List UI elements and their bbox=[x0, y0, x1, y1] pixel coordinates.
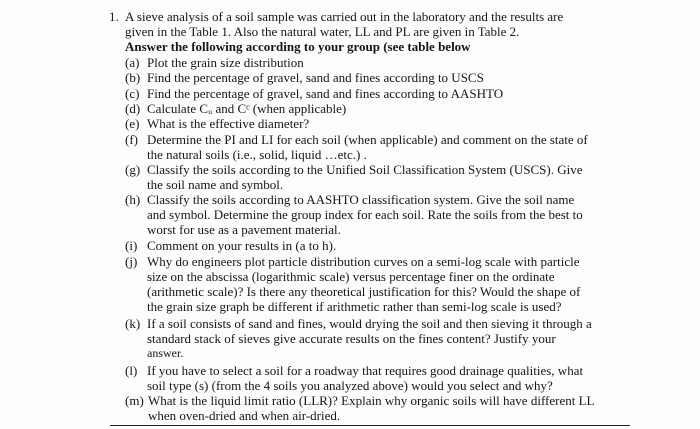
item-text-line: Classify the soils according to the Unified Soil Classification System (USCS). Give bbox=[147, 162, 583, 177]
item-text-line: Comment on your results in (a to h). bbox=[147, 238, 337, 253]
item-text-line: Classify the soils according to AASHTO classification system. Give the soil name bbox=[147, 192, 575, 207]
intro-line-1: A sieve analysis of a soil sample was carried out in the laboratory and the results are bbox=[125, 9, 564, 24]
item-text-line: the soil name and symbol. bbox=[147, 177, 284, 192]
item-label: (b) bbox=[125, 70, 141, 85]
item-text-line: standard stack of sieves give accurate results on the fines content? Justify your bbox=[147, 331, 556, 346]
item-text-line: Why do engineers plot particle distribution curves on a semi-log scale with particle bbox=[147, 254, 580, 269]
item-label: (g) bbox=[125, 162, 141, 177]
item-text-line: Calculate Cᵤ and Cᶜ (when applicable) bbox=[147, 101, 347, 116]
item-text-line: the natural soils (i.e., solid, liquid …etc.) . bbox=[147, 147, 367, 162]
item-text-line: Find the percentage of gravel, sand and fines according to AASHTO bbox=[147, 86, 504, 101]
item-text-line: worst for use as a pavement material. bbox=[147, 222, 341, 237]
item-label: (j) bbox=[125, 254, 138, 269]
intro-line-2: given in the Table 1. Also the natural water, LL and PL are given in Table 2. bbox=[125, 24, 520, 39]
item-text-line: What is the effective diameter? bbox=[147, 116, 310, 131]
item-text-line: size on the abscissa (logarithmic scale) versus percentage finer on the ordinate bbox=[147, 269, 555, 284]
item-text-line: the grain size graph be different if arithmetic rather than semi-log scale is used? bbox=[147, 299, 562, 314]
item-label: (i) bbox=[125, 238, 138, 253]
item-text-line: (arithmetic scale)? Is there any theoretical justification for this? Would the shape of bbox=[147, 284, 581, 299]
item-label: (c) bbox=[125, 86, 140, 101]
instruction-heading: Answer the following according to your group (see table below bbox=[125, 39, 471, 54]
item-label: (h) bbox=[125, 192, 141, 207]
item-label: (e) bbox=[125, 116, 140, 131]
item-text-line: Determine the PI and LI for each soil (when applicable) and comment on the state of bbox=[147, 132, 588, 147]
item-text-line: soil type (s) (from the 4 soils you analyzed above) would you select and why? bbox=[147, 378, 553, 393]
item-text-line: What is the liquid limit ratio (LLR)? Explain why organic soils will have different LL bbox=[148, 393, 595, 408]
item-text-line: If you have to select a soil for a roadway that requires good drainage qualities, what bbox=[147, 363, 584, 378]
item-label: (l) bbox=[125, 363, 138, 378]
item-text-line: If a soil consists of sand and fines, would drying the soil and then sieving it through a bbox=[147, 316, 592, 331]
item-label: (m) bbox=[125, 393, 144, 408]
item-label: (f) bbox=[125, 132, 138, 147]
item-text-line: when oven-dried and when air-dried. bbox=[148, 408, 341, 423]
question-number: 1. bbox=[109, 9, 119, 24]
item-text-line: answer. bbox=[147, 346, 184, 360]
item-label: (d) bbox=[125, 101, 141, 116]
item-label: (a) bbox=[125, 55, 140, 70]
bottom-divider bbox=[110, 425, 630, 426]
item-label: (k) bbox=[125, 316, 141, 331]
item-text-line: Plot the grain size distribution bbox=[147, 55, 304, 70]
item-text-line: and symbol. Determine the group index for each soil. Rate the soils from the best to bbox=[147, 207, 583, 222]
item-text-line: Find the percentage of gravel, sand and fines according to USCS bbox=[147, 70, 484, 85]
